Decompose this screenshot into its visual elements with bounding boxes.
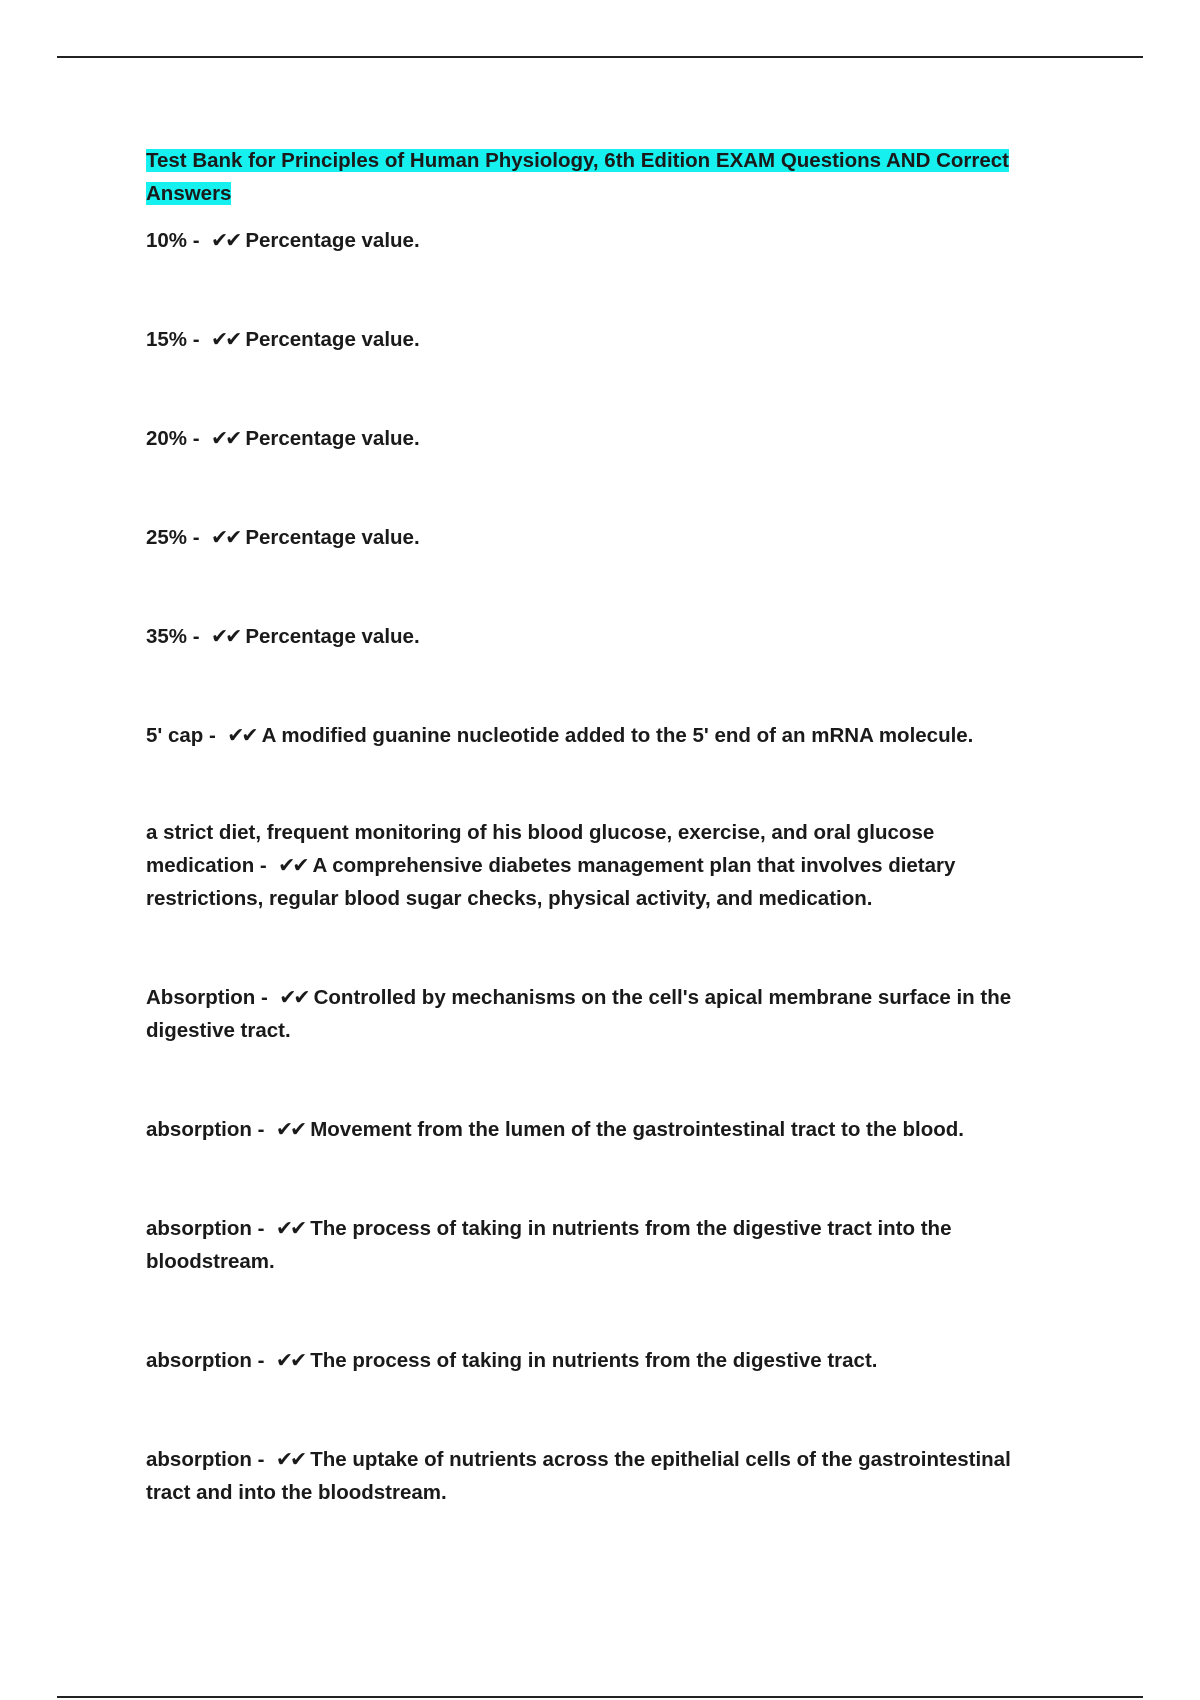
- entry: Absorption - ✔✔ Controlled by mechanisms on the cell's apical membrane surface in the digestive tract.: [146, 985, 1012, 1042]
- document-body: [146, 144, 1046, 1509]
- entry-term: absorption: [146, 1217, 252, 1240]
- entry-term: a strict diet, frequent monitoring of his blood glucose, exercise, and oral glucose medication: [146, 821, 935, 877]
- double-check-icon: ✔✔: [210, 624, 240, 648]
- entry: absorption - ✔✔ The process of taking in nutrients from the digestive tract into the bloodstream.: [146, 1216, 952, 1273]
- entry-term: 35%: [146, 625, 188, 648]
- entry-term: Absorption: [146, 986, 256, 1009]
- entry-definition: The process of taking in nutrients from the digestive tract.: [310, 1349, 878, 1372]
- double-check-icon: ✔✔: [210, 426, 240, 450]
- entry-definition: Percentage value.: [245, 526, 420, 549]
- header-rule: [57, 56, 1143, 58]
- entry: 5' cap - ✔✔ A modified guanine nucleotide added to the 5' end of an mRNA molecule.: [146, 723, 974, 747]
- entry: absorption - ✔✔ The uptake of nutrients across the epithelial cells of the gastrointestinal tract and into the bloodstream.: [146, 1447, 1011, 1504]
- entry: 25% - ✔✔ Percentage value.: [146, 525, 420, 549]
- entry-definition: A comprehensive diabetes management plan that involves dietary restrictions, regular blood sugar checks, physical activity, and medication.: [146, 854, 956, 910]
- double-check-icon: ✔✔: [279, 985, 308, 1009]
- entry-term: 5' cap: [146, 724, 204, 747]
- entry: absorption - ✔✔ Movement from the lumen of the gastrointestinal tract to the blood.: [146, 1117, 964, 1141]
- entry: 15% - ✔✔ Percentage value.: [146, 327, 420, 351]
- double-check-icon: ✔✔: [275, 1216, 305, 1240]
- double-check-icon: ✔✔: [275, 1117, 305, 1141]
- document-title: [146, 144, 1046, 210]
- entry: 20% - ✔✔ Percentage value.: [146, 426, 420, 450]
- entry-definition: Percentage value.: [245, 328, 420, 351]
- entry: 35% - ✔✔ Percentage value.: [146, 624, 420, 648]
- entry-definition: Percentage value.: [245, 625, 420, 648]
- double-check-icon: ✔✔: [275, 1447, 305, 1471]
- entry-definition: Percentage value.: [245, 427, 420, 450]
- entry-term: 25%: [146, 526, 188, 549]
- entry-term: absorption: [146, 1118, 252, 1141]
- double-check-icon: ✔✔: [210, 327, 240, 351]
- double-check-icon: ✔✔: [210, 228, 240, 252]
- entry-term: 20%: [146, 427, 188, 450]
- entry-term: 10%: [146, 229, 188, 252]
- entry-definition: A modified guanine nucleotide added to the 5' end of an mRNA molecule.: [261, 724, 974, 747]
- entry-term: absorption: [146, 1448, 252, 1471]
- entry-definition: Movement from the lumen of the gastrointestinal tract to the blood.: [310, 1118, 964, 1141]
- entry-definition: The process of taking in nutrients from the digestive tract into the bloodstream.: [146, 1217, 952, 1273]
- double-check-icon: ✔✔: [227, 723, 256, 747]
- entry: a strict diet, frequent monitoring of his blood glucose, exercise, and oral glucose medication - ✔✔ A comprehensive diabetes management plan that involves dietary restrictions, regular blood sugar checks, physical activity, and medication.: [146, 821, 956, 910]
- double-check-icon: ✔✔: [210, 525, 240, 549]
- entry: 10% - ✔✔ Percentage value.: [146, 228, 420, 252]
- entry: absorption - ✔✔ The process of taking in nutrients from the digestive tract.: [146, 1348, 878, 1372]
- double-check-icon: ✔✔: [278, 853, 307, 877]
- double-check-icon: ✔✔: [275, 1348, 305, 1372]
- entry-definition: Controlled by mechanisms on the cell's apical membrane surface in the digestive tract.: [146, 986, 1012, 1042]
- footer-rule: [57, 1696, 1143, 1698]
- title-highlight: Test Bank for Principles of Human Physiology, 6th Edition EXAM Questions AND Correct Answers: [146, 149, 1010, 205]
- entry-definition: The uptake of nutrients across the epithelial cells of the gastrointestinal tract and into the bloodstream.: [146, 1448, 1011, 1504]
- entry-term: 15%: [146, 328, 188, 351]
- entry-definition: Percentage value.: [245, 229, 420, 252]
- entry-term: absorption: [146, 1349, 252, 1372]
